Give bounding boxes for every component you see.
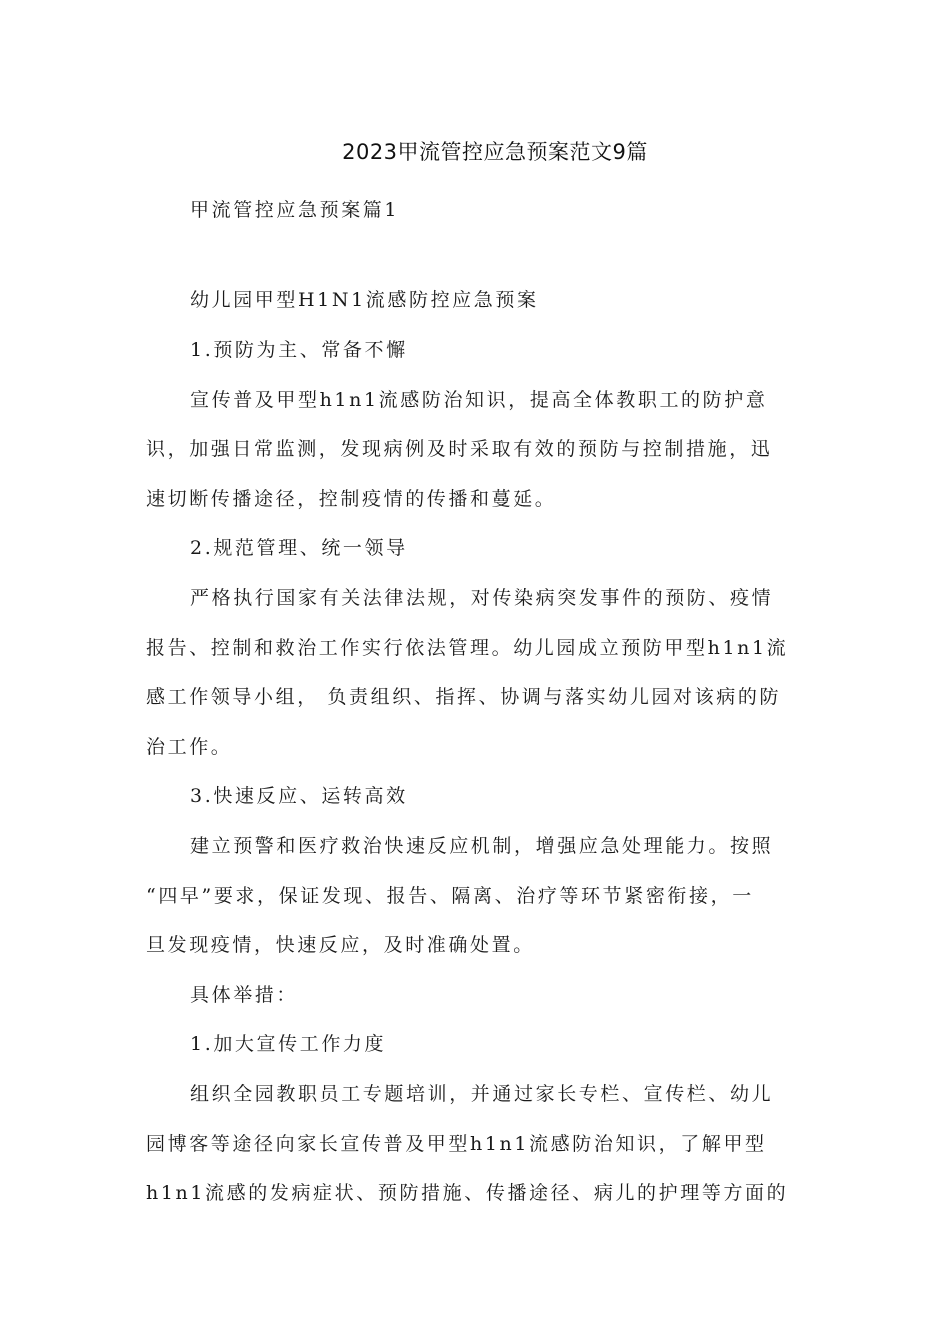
paragraph-line: 宣传普及甲型h1n1流感防治知识，提高全体教职工的防护意 xyxy=(190,388,768,411)
measures-heading: 具体举措： xyxy=(190,983,299,1006)
paragraph-line: 严格执行国家有关法律法规，对传染病突发事件的预防、疫情 xyxy=(190,586,774,609)
paragraph-line: 识，加强日常监测，发现病例及时采取有效的预防与控制措施，迅 xyxy=(146,438,773,461)
section-heading-text: 甲流管控应急预案篇1 xyxy=(190,199,400,221)
paragraph-line: “四早”要求，保证发现、报告、隔离、治疗等环节紧密衔接，一 xyxy=(146,884,754,907)
paragraph-line: 园博客等途径向家长宣传普及甲型h1n1流感防治知识，了解甲型 xyxy=(146,1132,767,1155)
paragraph-line: 治工作。 xyxy=(146,735,233,758)
paragraph-line: 旦发现疫情，快速反应，及时准确处置。 xyxy=(146,934,535,957)
paragraph-3 xyxy=(146,822,806,971)
paragraph-line: h1n1流感的发病症状、预防措施、传播途径、病儿的护理等方面的 xyxy=(146,1182,789,1205)
paragraph-line: 组织全园教职员工专题培训，并通过家长专栏、宣传栏、幼儿 xyxy=(190,1082,774,1105)
measure-heading-1: 1.加大宣传工作力度 xyxy=(190,1033,387,1056)
principle-heading-1: 1.预防为主、常备不懈 xyxy=(190,339,408,361)
document-title: 2023甲流管控应急预案范文9篇 xyxy=(342,140,648,164)
paragraph-2 xyxy=(146,574,806,772)
principle-heading-2: 2.规范管理、统一领导 xyxy=(190,537,408,560)
subtitle-text: 幼儿园甲型H1N1流感防控应急预案 xyxy=(190,289,539,311)
paragraph-1 xyxy=(146,376,806,525)
paragraph-line: 感工作领导小组， 负责组织、指挥、协调与落实幼儿园对该病的防 xyxy=(146,686,782,709)
document-body xyxy=(146,326,806,1219)
paragraph-4 xyxy=(146,1070,806,1219)
principle-heading-3: 3.快速反应、运转高效 xyxy=(190,785,408,808)
paragraph-line: 速切断传播途径，控制疫情的传播和蔓延。 xyxy=(146,487,557,510)
paragraph-line: 建立预警和医疗救治快速反应机制，增强应急处理能力。按照 xyxy=(190,834,774,857)
paragraph-line: 报告、控制和救治工作实行依法管理。幼儿园成立预防甲型h1n1流 xyxy=(146,636,789,659)
section-heading xyxy=(146,186,806,236)
document-subtitle xyxy=(146,276,806,326)
